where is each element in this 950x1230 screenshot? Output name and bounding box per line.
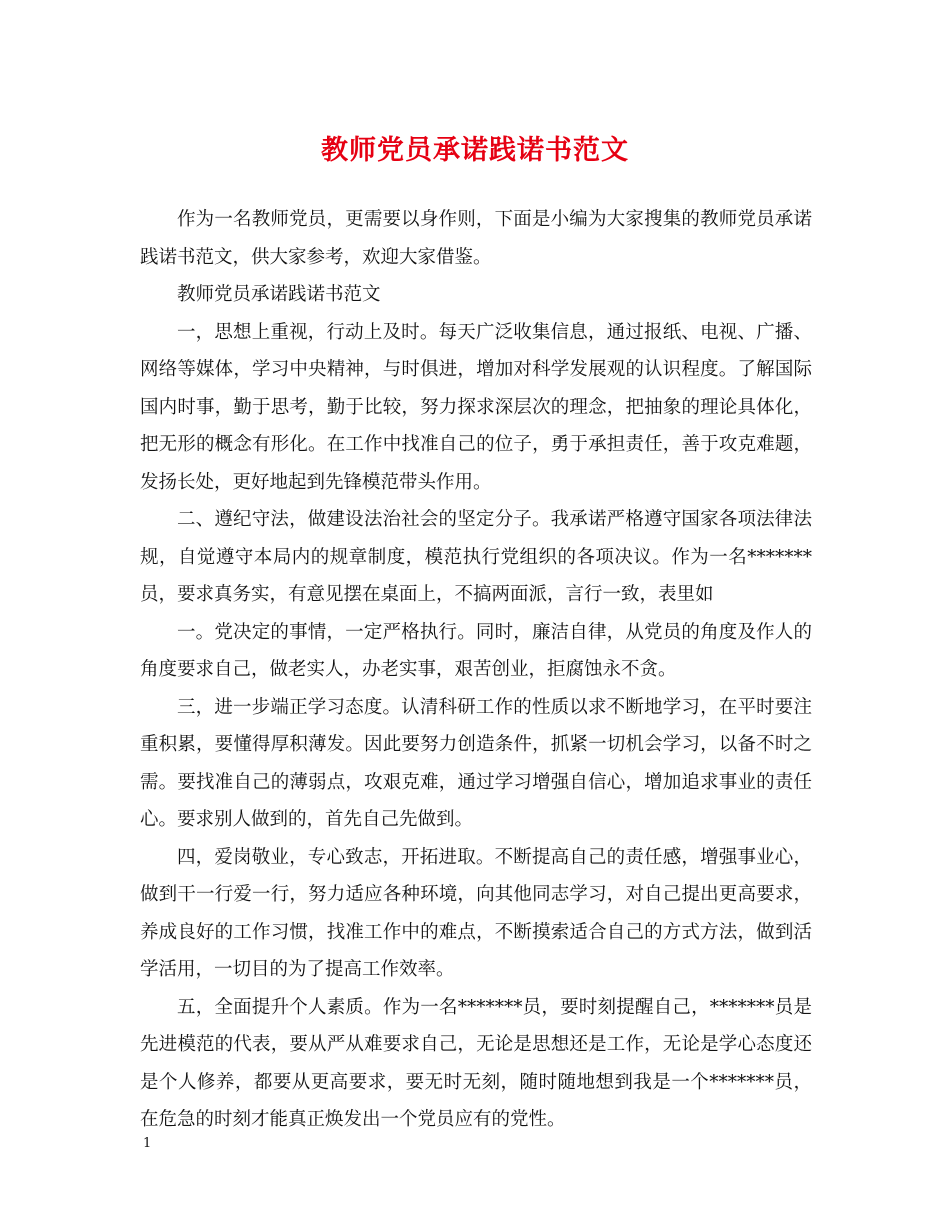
paragraph-point-1: 一，思想上重视，行动上及时。每天广泛收集信息，通过报纸、电视、广播、网络等媒体，学习中央精神，与时俱进，增加对科学发展观的认识程度。了解国际国内时事，勤于思考，勤于比较，努力探求深层次的理念，把抽象的理论具体化，把无形的概念有形化。在工作中找准自己的位子，勇于承担责任，善于攻克难题，发扬长处，更好地起到先锋模范带头作用。: [140, 321, 812, 493]
document-title: 教师党员承诺践诺书范文: [321, 135, 629, 166]
paragraph-point-4: 四，爱岗敬业，专心致志，开拓进取。不断提高自己的责任感，增强事业心，做到干一行爱一行，努力适应各种环境，向其他同志学习，对自己提出更高要求，养成良好的工作习惯，找准工作中的难点，不断摸索适合自己的方式方法，做到活学活用，一切目的为了提高工作效率。: [140, 846, 812, 980]
page-number: 1: [143, 1136, 152, 1151]
paragraph-intro: 作为一名教师党员，更需要以身作则，下面是小编为大家搜集的教师党员承诺践诺书范文，供大家参考，欢迎大家借鉴。: [140, 209, 812, 268]
paragraph-point-5: 五，全面提升个人素质。作为一名*******员，要时刻提醒自己，*******员是先进模范的代表，要从严从难要求自己，无论是思想还是工作，无论是学心态度还是个人修养，都要从更高要求，要无时无刻，随时随地想到我是一个*******员，在危急的时刻才能真正焕发出一个党员应有的党性。: [140, 996, 812, 1130]
paragraph-point-2: 二、遵纪守法，做建设法治社会的坚定分子。我承诺严格遵守国家各项法律法规，自觉遵守本局内的规章制度，模范执行党组织的各项决议。作为一名*******员，要求真务实，有意见摆在桌面上，不搞两面派，言行一致，表里如: [140, 509, 812, 605]
paragraph-subtitle: 教师党员承诺践诺书范文: [177, 284, 381, 305]
paragraph-point-2-continued: 一。党决定的事情，一定严格执行。同时，廉洁自律，从党员的角度及作人的角度要求自己，做老实人，办老实事，艰苦创业，拒腐蚀永不贪。: [140, 621, 812, 680]
document-body: [140, 201, 812, 1139]
paragraph-point-3: 三，进一步端正学习态度。认清科研工作的性质以求不断地学习，在平时要注重积累，要懂得厚积薄发。因此要努力创造条件，抓紧一切机会学习，以备不时之需。要找准自己的薄弱点，攻艰克难，通过学习增强自信心，增加追求事业的责任心。要求别人做到的，首先自己先做到。: [140, 696, 812, 830]
